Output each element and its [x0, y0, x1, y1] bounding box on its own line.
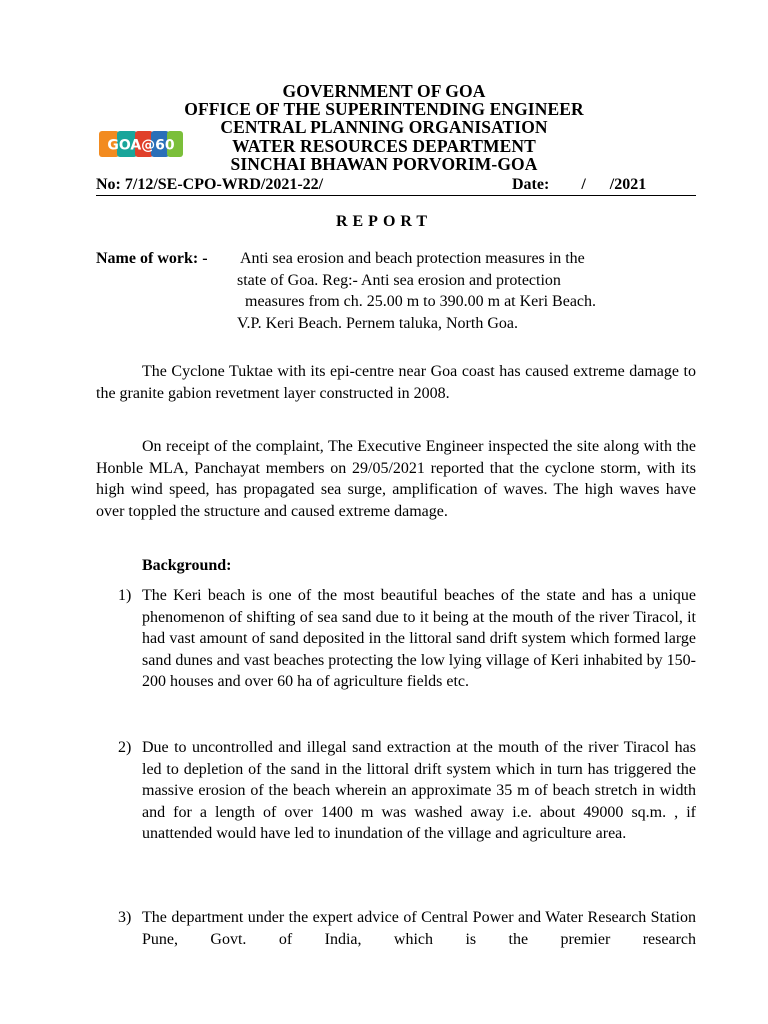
list-item: The Keri beach is one of the most beautiful beaches of the state and has a unique phenomenon of shifting of sea sand due to it being at the mouth of the river Tiracol, it had vast amount of sand deposited in the littoral sand drift system which formed large sand dunes and vast beaches protecting the low lying village of Keri inhabited by 150-200 houses and over 60 ha of agriculture fields etc.	[142, 587, 696, 690]
header-department: WATER RESOURCES DEPARTMENT	[232, 136, 536, 156]
header-divider	[96, 195, 696, 196]
list-item: The department under the expert advice of Central Power and Water Research Station Pune, Govt. of India, which is the premier research	[142, 909, 696, 948]
list-item-number: 2)	[118, 739, 132, 756]
logo-text: GOA@60	[107, 137, 175, 154]
goa-at-60-logo	[99, 131, 183, 157]
background-heading: Background:	[142, 557, 232, 574]
report-title: REPORT	[335, 213, 433, 230]
reference-date: Date: / /2021	[512, 176, 647, 193]
name-of-work-line: Anti sea erosion and beach protection measures in the	[240, 250, 585, 267]
name-of-work-label: Name of work: -	[96, 250, 208, 267]
paragraph-cyclone: The Cyclone Tuktae with its epi-centre near Goa coast has caused extreme damage to the granite gabion revetment layer constructed in 2008.	[96, 363, 696, 402]
list-item-number: 3)	[118, 909, 132, 926]
name-of-work-line: V.P. Keri Beach. Pernem taluka, North Goa.	[237, 315, 518, 332]
list-item: Due to uncontrolled and illegal sand extraction at the mouth of the river Tiracol has led to depletion of the sand in the littoral drift system which in turn has triggered the massive erosion of the beach wherein an approximate 35 m of beach stretch in width and for a length of over 1400 m was washed away i.e. about 49000 sq.m. , if unattended would have led to inundation of the village and agriculture area.	[142, 739, 696, 842]
paragraph-inspection: On receipt of the complaint, The Executive Engineer inspected the site along with the Honble MLA, Panchayat members on 29/05/2021 reported that the cyclone storm, with its high wind speed, has propagated sea surge, amplification of waves. The high waves have over toppled the structure and caused extreme damage.	[96, 438, 696, 520]
reference-number: No: 7/12/SE-CPO-WRD/2021-22/	[96, 176, 324, 193]
header-address: SINCHAI BHAWAN PORVORIM-GOA	[230, 154, 538, 174]
header-government: GOVERNMENT OF GOA	[282, 81, 486, 101]
list-item-number: 1)	[118, 587, 132, 604]
name-of-work-line: state of Goa. Reg:- Anti sea erosion and protection	[237, 272, 561, 289]
header-organisation: CENTRAL PLANNING ORGANISATION	[220, 117, 548, 137]
header-office: OFFICE OF THE SUPERINTENDING ENGINEER	[184, 99, 584, 119]
name-of-work-line: measures from ch. 25.00 m to 390.00 m at Keri Beach.	[245, 293, 597, 310]
